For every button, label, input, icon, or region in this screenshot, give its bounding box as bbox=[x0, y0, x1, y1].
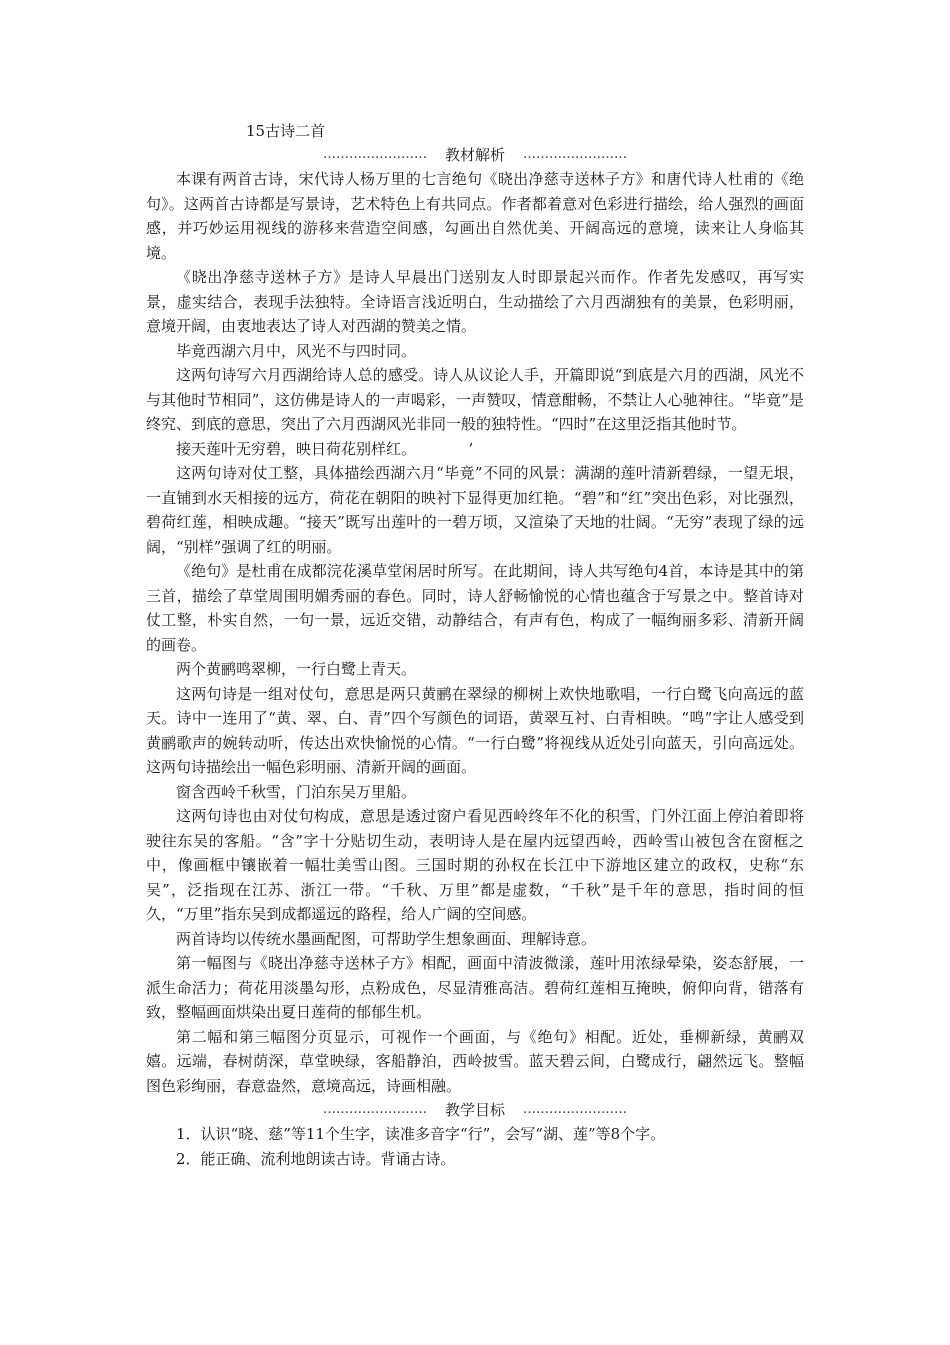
goal-item: 1．认识“晓、慈”等11个生字，读准多音字“行”，会写“湖、莲”等8个字。 bbox=[176, 1125, 666, 1143]
paragraph: 《晓出净慈寺送林子方》是诗人早晨出门送别友人时即景起兴而作。作者先发感叹，再写实景，虚实结合，表现手法独特。全诗语言浅近明白，生动描绘了六月西湖独有的美景，色彩明丽，意境开阔，由衷地表达了诗人对西湖的赞美之情。 bbox=[146, 268, 804, 335]
document-content bbox=[146, 119, 804, 1171]
poem-line: 两个黄鹂鸣翠柳，一行白鹭上青天。 bbox=[176, 660, 417, 678]
section-header-goals bbox=[146, 1098, 804, 1122]
dots-right: …………………… bbox=[523, 1102, 627, 1117]
section-label: 教材解析 bbox=[444, 146, 505, 164]
paragraph: 《绝句》是杜甫在成都浣花溪草堂闲居时所写。在此期间，诗人共写绝句4首，本诗是其中的第三首，描绘了草堂周围明媚秀丽的春色。同时，诗人舒畅愉悦的心情也蕴含于写景之中。整首诗对仗工整，朴实自然，一句一景，远近交错，动静结合，有声有色，构成了一幅绚丽多彩、清新开阔的画卷。 bbox=[146, 562, 804, 654]
poem-line: 毕竟西湖六月中，风光不与四时同。 bbox=[176, 341, 417, 360]
paragraph: 这两句诗写六月西湖给诗人总的感受。诗人从议论人手，开篇即说“到底是六月的西湖，风光不与其他时节相同”，这仿佛是诗人的一声喝彩，一声赞叹，情意酣畅，不禁让人心驰神往。“毕竟”是终究、到底的意思，突出了六月西湖风光非同一般的独特性。“四时”在这里泛指其他时节。 bbox=[146, 366, 804, 433]
lesson-title: 15古诗二首 bbox=[246, 122, 326, 140]
poem-line bbox=[146, 437, 804, 462]
paragraph: 两首诗均以传统水墨画配图，可帮助学生想象画面、理解诗意。 bbox=[176, 929, 597, 948]
dots-left: …………………… bbox=[322, 147, 427, 162]
dots-left: …………………… bbox=[322, 1102, 427, 1117]
dots-right: …………………… bbox=[523, 147, 627, 162]
section-label: 教学目标 bbox=[444, 1101, 505, 1119]
paragraph: 第一幅图与《晓出净慈寺送林子方》相配，画面中清波微漾，莲叶用浓绿晕染，姿态舒展，一派生命活力；荷花用淡墨勾形，点粉成色，尽显清雅高洁。碧荷红莲相互掩映，俯仰向背，错落有致，整幅画面烘染出夏日莲荷的郁郁生机。 bbox=[146, 954, 804, 1021]
paragraph: 这两句诗对仗工整，具体描绘西湖六月“毕竟”不同的风景：满湖的莲叶清新碧绿，一望无垠，一直铺到水天相接的远方，荷花在朝阳的映衬下显得更加红艳。“碧”和“红”突出色彩，对比强烈，碧荷红莲，相映成趣。“接天”既写出莲叶的一碧万顷，又渲染了天地的壮阔。“无穷”表现了绿的远阔，“别样”强调了红的明丽。 bbox=[146, 464, 804, 556]
paragraph: 本课有两首古诗，宋代诗人杨万里的七言绝句《晓出净慈寺送林子方》和唐代诗人杜甫的《绝句》。这两首古诗都是写景诗，艺术特色上有共同点。作者都着意对色彩进行描绘，给人强烈的画面感，并巧妙运用视线的游移来营造空间感，勾画出自然优美、开阔高远的意境，读来让人身临其境。 bbox=[146, 170, 804, 262]
section-header-analysis bbox=[146, 143, 804, 167]
paragraph: 第二幅和第三幅图分页显示，可视作一个画面，与《绝句》相配。近处，垂柳新绿，黄鹂双嬉。远端，春树荫深，草堂映绿，客船静泊，西岭披雪。蓝天碧云间，白鹭成行，翩然远飞。整幅图色彩绚丽，春意盎然，意境高远，诗画相融。 bbox=[146, 1027, 804, 1095]
poem-line: 窗含西岭千秋雪，门泊东吴万里船。 bbox=[176, 782, 417, 801]
goal-item: 2．能正确、流利地朗读古诗。背诵古诗。 bbox=[176, 1149, 456, 1168]
poem-text: 接天莲叶无穷碧，映日荷花别样红。 bbox=[176, 439, 409, 458]
stray-mark: ’ bbox=[468, 439, 474, 458]
paragraph: 这两句诗是一组对仗句，意思是两只黄鹂在翠绿的柳树上欢快地歌唱，一行白鹭飞向高远的蓝天。诗中一连用了“黄、翠、白、青”四个写颜色的词语，黄翠互衬、白青相映。“鸣”字让人感受到黄鹂歌声的婉转动听，传达出欢快愉悦的心情。“一行白鹭”将视线从近处引向蓝天，引向高远处。这两句诗描绘出一幅色彩明丽、清新开阔的画面。 bbox=[146, 684, 804, 776]
paragraph: 这两句诗也由对仗句构成，意思是透过窗户看见西岭终年不化的积雪，门外江面上停泊着即将驶往东吴的客船。“含”字十分贴切生动，表明诗人是在屋内远望西岭，西岭雪山被包含在窗框之中，像画框中镶嵌着一幅壮美雪山图。三国时期的孙权在长江中下游地区建立的政权，史称“东吴”，泛指现在江苏、浙江一带。“千秋、万里”都是虚数，“千秋”是千年的意思，指时间的恒久，“万里”指东吴到成都遥远的路程，给人广阔的空间感。 bbox=[146, 807, 804, 923]
